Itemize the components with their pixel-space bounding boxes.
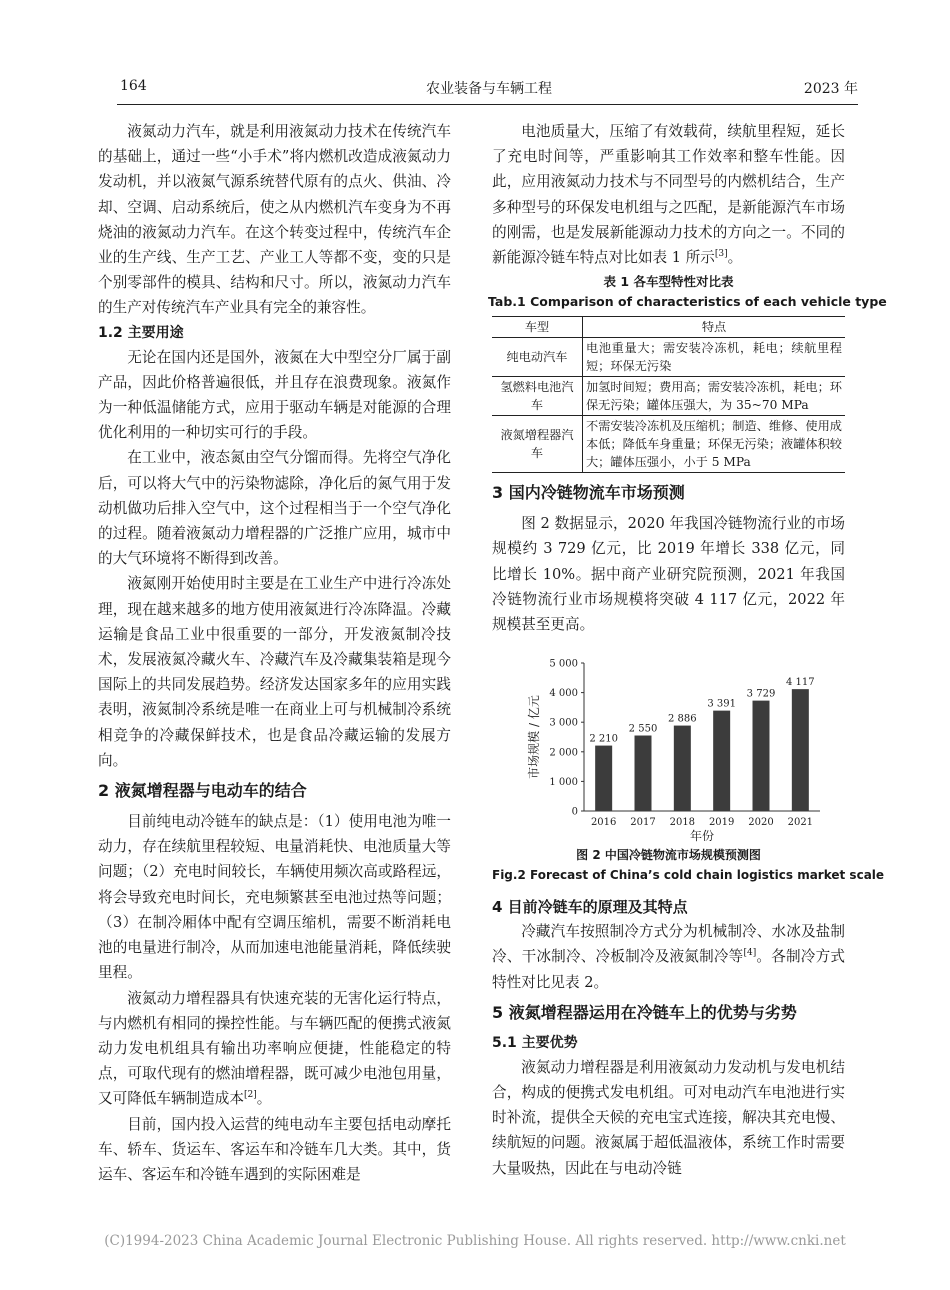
- x-tick-label: 2021: [787, 817, 814, 829]
- table-cell-type: 氢燃料电池汽车: [492, 377, 583, 416]
- publication-year: 2023 年: [803, 81, 858, 97]
- page-number: 164: [120, 78, 147, 94]
- section-heading-3: 3 国内冷链物流车市场预测: [492, 483, 685, 503]
- paragraph: [492, 919, 845, 995]
- data-label: 2 210: [589, 733, 618, 745]
- section-heading-1-2: 1.2 主要用途: [98, 324, 184, 341]
- data-label: 4 117: [786, 677, 815, 689]
- table-row: [492, 338, 845, 377]
- data-label: 2 550: [628, 723, 658, 735]
- paragraph: 目前，国内投入运营的纯电动车主要包括电动摩托车、轿车、货运车、客运车和冷链车几大类。其中，货运车、客运车和冷链车遇到的实际困难是: [98, 1115, 451, 1183]
- figure-caption-en: Fig.2 Forecast of China’s cold chain logistics market scale: [492, 868, 885, 883]
- data-label: 2 886: [668, 713, 697, 725]
- x-tick-label: 2019: [708, 817, 735, 829]
- section-heading-5: 5 液氮增程器运用在冷链车上的优势与劣势: [492, 1002, 797, 1022]
- paragraph: 无论在国内还是国外，液氮在大中型空分厂属于副产品，因此价格普遍很低，并且存在浪费现象。液氮作为一种低温储能方式，应用于驱动车辆是对能源的合理优化利用的一种切实可行的手段。: [98, 348, 451, 442]
- bar: [713, 711, 730, 811]
- x-axis-title: 年份: [689, 829, 715, 844]
- paragraph-text: 。: [256, 1090, 272, 1108]
- paragraph: 目前纯电动冷链车的缺点是：（1）使用电池为唯一动力，存在续航里程较短、电量消耗快、电池质量大等问题；（2）充电时间较长，车辆使用频次高或路程远，将会导致充电时间长，充电频繁甚至电池过热等问题；（3）在制冷厢体中配有空调压缩机，需要不断消耗电池的电量进行制冷，从而加速电池能量消耗，降低续驶里程。: [98, 813, 451, 982]
- table-caption-cn: 表 1 各车型特性对比表: [603, 274, 734, 290]
- citation[interactable]: [3]: [714, 249, 728, 260]
- bar: [792, 689, 809, 811]
- market-scale-chart: [492, 653, 845, 845]
- vehicle-comparison-table: [492, 316, 845, 473]
- citation[interactable]: [2]: [243, 1090, 257, 1101]
- bar: [753, 701, 770, 811]
- figure-caption-cn: 图 2 中国冷链物流市场规模预测图: [576, 848, 761, 863]
- table-header-features: 特点: [583, 317, 846, 338]
- paragraph-text: 。各制冷方式特性对比见表 2。: [492, 948, 845, 991]
- paragraph: [98, 986, 451, 1112]
- table-cell-features: 电池重量大；需安装冷冻机，耗电；续航里程短；环保无污染: [583, 338, 846, 377]
- x-tick-label: 2016: [590, 817, 617, 829]
- left-column: [98, 119, 451, 1187]
- table-cell-features: 加氢时间短；费用高；需安装冷冻机，耗电；环保无污染；罐体压强大，为 35~70 MPa: [583, 377, 846, 416]
- journal-title: 农业装备与车辆工程: [426, 81, 552, 97]
- y-tick-label: 2 000: [549, 747, 578, 759]
- x-tick-label: 2018: [669, 817, 696, 829]
- paragraph: 液氮动力汽车，就是利用液氮动力技术在传统汽车的基础上，通过一些“小手术”将内燃机改造成液氮动力发动机，并以液氮气源系统替代原有的点火、供油、冷却、空调、启动系统后，使之从内燃机汽车变身为不再烧油的液氮动力汽车。在这个转变过程中，传统汽车企业的生产线、生产工艺、产业工人等都不变，变的只是个别零部件的模具、结构和尺寸。所以，液氮动力汽车的生产对传统汽车产业具有完全的兼容性。: [98, 123, 451, 317]
- paragraph: 在工业中，液态氮由空气分馏而得。先将空气净化后，可以将大气中的污染物滤除，净化后的氮气用于发动机做功后排入空气中，这个过程相当于一个空气净化的过程。随着液氮动力增程器的广泛推广应用，城市中的大气环境将不断得到改善。: [98, 449, 451, 568]
- paragraph-text: 液氮动力增程器具有快速充装的无害化运行特点，与内燃机有相同的操控性能。与车辆匹配的便携式液氮动力发电机组具有输出功率响应便捷，性能稳定的特点，可取代现有的燃油增程器，既可减少电池包用量，又可降低车辆制造成本: [98, 989, 451, 1108]
- data-label: 3 729: [746, 688, 776, 700]
- table-caption-en: Tab.1 Comparison of characteristics of each vehicle type: [488, 294, 887, 310]
- paragraph: [492, 119, 845, 270]
- header-rule: [117, 104, 858, 105]
- paragraph-text: 电池质量大，压缩了有效载荷，续航里程短，延长了充电时间等，严重影响其工作效率和整车性能。因此，应用液氮动力技术与不同型号的内燃机结合，生产多种型号的环保发电机组与之匹配，是新能源汽车市场的刚需，也是发展新能源动力技术的方向之一。不同的新能源冷链车特点对比如表 1 所示: [492, 123, 845, 267]
- table-cell-features: 不需安装冷冻机及压缩机；制造、维修、使用成本低；降低车身重量；环保无污染；液罐体积较大；罐体压强小，小于 5 MPa: [583, 416, 846, 473]
- y-tick-label: 4 000: [549, 688, 578, 700]
- table-header-type: 车型: [492, 317, 583, 338]
- paragraph: 液氮动力增程器是利用液氮动力发动机与发电机结合，构成的便携式发电机组。可对电动汽车电池进行实时补流，提供全天候的充电宝式连接，解决其充电慢、续航短的问题。液氮属于超低温液体，系统工作时需要大量吸热，因此在与电动冷链: [492, 1058, 845, 1177]
- copyright-footer: (C)1994-2023 China Academic Journal Electronic Publishing House. All rights reserved. http://www.cnki.net: [104, 1233, 846, 1249]
- bar-chart: [492, 653, 845, 845]
- paragraph-text: 冷藏汽车按照制冷方式分为机械制冷、水冰及盐制冷、干冰制冷、冷板制冷及液氮制冷等: [492, 923, 845, 966]
- bar: [674, 726, 691, 811]
- bar: [595, 746, 612, 811]
- section-heading-5-1: 5.1 主要优势: [492, 1034, 578, 1051]
- paragraph-text: 。: [727, 249, 743, 267]
- y-tick-label: 5 000: [549, 658, 578, 670]
- section-heading-2: 2 液氮增程器与电动车的结合: [98, 781, 307, 801]
- bar: [635, 736, 652, 811]
- y-tick-label: 1 000: [549, 777, 578, 789]
- right-column: [488, 119, 887, 1181]
- paragraph: 图 2 数据显示，2020 年我国冷链物流行业的市场规模约 3 729 亿元，比 2019 年增长 338 亿元，同比增长 10%。据中商产业研究院预测，2021 年我国冷链物流行业市场规模将突破 4 117 亿元，2022 年规模甚至更高。: [492, 515, 845, 634]
- paragraph: 液氮刚开始使用时主要是在工业生产中进行冷冻处理，现在越来越多的地方使用液氮进行冷冻降温。冷藏运输是食品工业中很重要的一部分，开发液氮制冷技术，发展液氮冷藏火车、冷藏汽车及冷藏集装箱是现今国际上的共同发展趋势。经济发达国家多年的应用实践表明，液氮制冷系统是唯一在商业上可与机械制冷系统相竞争的冷藏保鲜技术，也是食品冷藏运输的发展方向。: [98, 575, 451, 769]
- section-heading-4: 4 目前冷链车的原理及其特点: [492, 898, 688, 917]
- table-row: [492, 377, 845, 416]
- y-tick-label: 3 000: [549, 717, 578, 729]
- table-row: [492, 416, 845, 473]
- y-tick-label: 0: [571, 806, 578, 818]
- table-cell-type: 纯电动汽车: [492, 338, 583, 377]
- data-label: 3 391: [707, 698, 736, 710]
- y-axis-title: 市场规模 / 亿元: [527, 695, 541, 780]
- x-tick-label: 2020: [748, 817, 774, 829]
- page-header: [120, 78, 858, 100]
- x-tick-label: 2017: [630, 817, 656, 829]
- citation[interactable]: [4]: [743, 948, 757, 959]
- table-cell-type: 液氮增程器汽车: [492, 416, 583, 473]
